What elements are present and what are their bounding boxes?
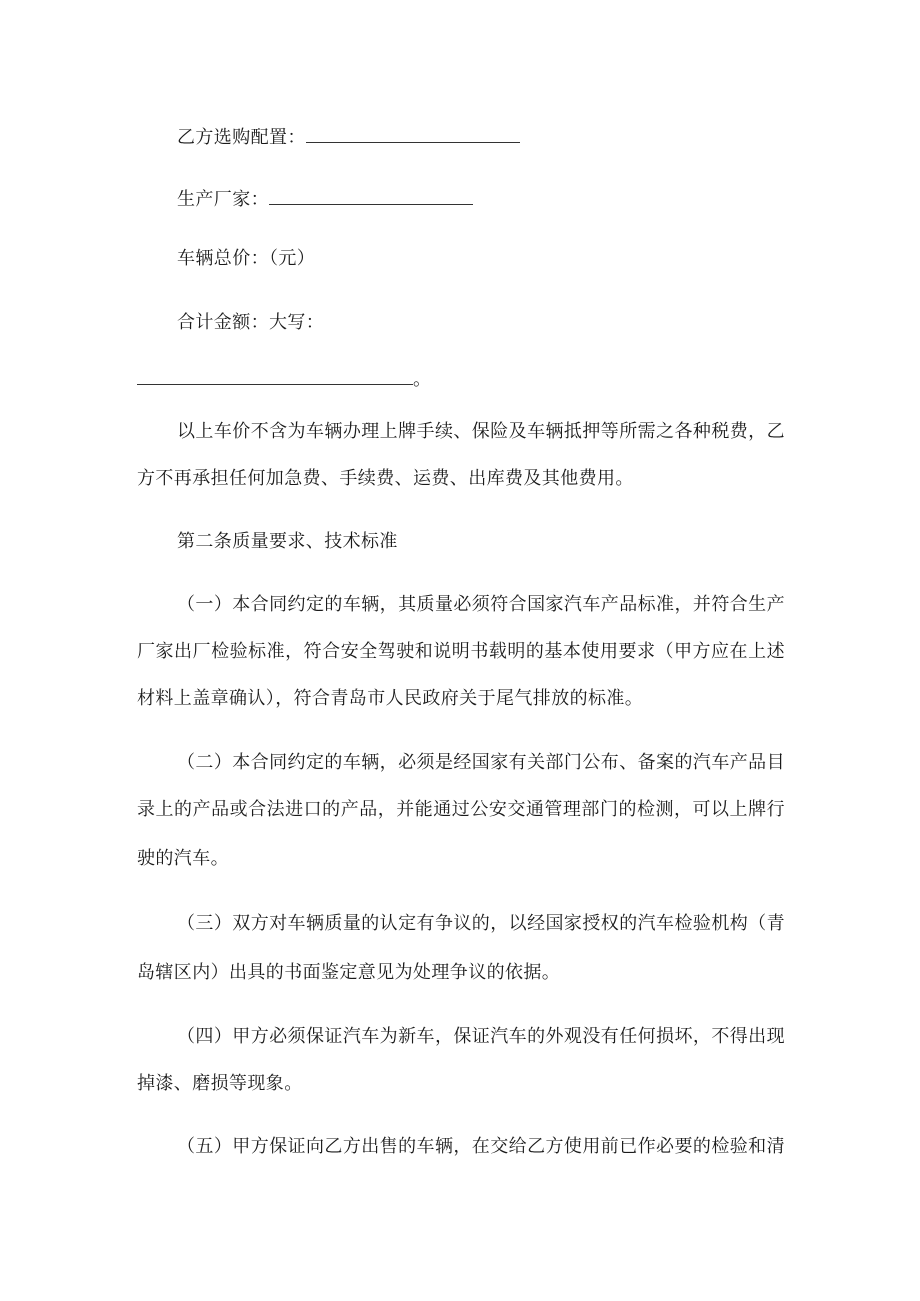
amount-blank-line: [137, 366, 785, 393]
price-note-line-2: 方不再承担任何加急费、手续费、运费、出库费及其他费用。: [137, 468, 634, 489]
item4-line-1: （四）甲方必须保证汽车为新车，保证汽车的外观没有任何损坏，不得出现: [177, 1026, 785, 1047]
amount-label: 合计金额：大写：: [177, 312, 325, 333]
price-note-line-1: 以上车价不含为车辆办理上牌手续、保险及车辆抵押等所需之各种税费，乙: [177, 421, 785, 442]
config-field: [177, 124, 785, 151]
item2-line-2: 录上的产品或合法进口的产品，并能通过公安交通管理部门的检测，可以上牌行: [137, 799, 785, 820]
config-label: 乙方选购配置：: [177, 127, 306, 148]
manufacturer-label: 生产厂家：: [177, 189, 269, 210]
item4-line-2: 掉漆、磨损等现象。: [137, 1073, 303, 1094]
article2-title: 第二条质量要求、技术标准: [177, 531, 398, 552]
amount-blank[interactable]: [137, 366, 413, 385]
manufacturer-field: [177, 186, 785, 213]
item2-line-3: 驶的汽车。: [137, 848, 229, 869]
total-price-label: 车辆总价：（元）: [177, 248, 316, 269]
item1-line-1: （一）本合同约定的车辆，其质量必须符合国家汽车产品标准，并符合生产: [177, 594, 785, 615]
item3-line-1: （三）双方对车辆质量的认定有争议的，以经国家授权的汽车检验机构（青: [177, 913, 785, 934]
item1-line-3: 材料上盖章确认），符合青岛市人民政府关于尾气排放的标准。: [137, 688, 644, 709]
item3-line-2: 岛辖区内）出具的书面鉴定意见为处理争议的依据。: [137, 962, 561, 983]
config-blank[interactable]: [306, 124, 520, 143]
item5-line-1: （五）甲方保证向乙方出售的车辆，在交给乙方使用前已作必要的检验和清: [177, 1136, 785, 1157]
amount-field: [177, 310, 785, 336]
item1-line-2: 厂家出厂检验标准，符合安全驾驶和说明书载明的基本使用要求（甲方应在上述: [137, 641, 785, 662]
manufacturer-blank[interactable]: [269, 186, 473, 205]
item2-line-1: （二）本合同约定的车辆，必须是经国家有关部门公布、备案的汽车产品目: [177, 752, 785, 773]
amount-end-mark: 。: [413, 369, 432, 390]
total-price-field: [177, 246, 785, 272]
